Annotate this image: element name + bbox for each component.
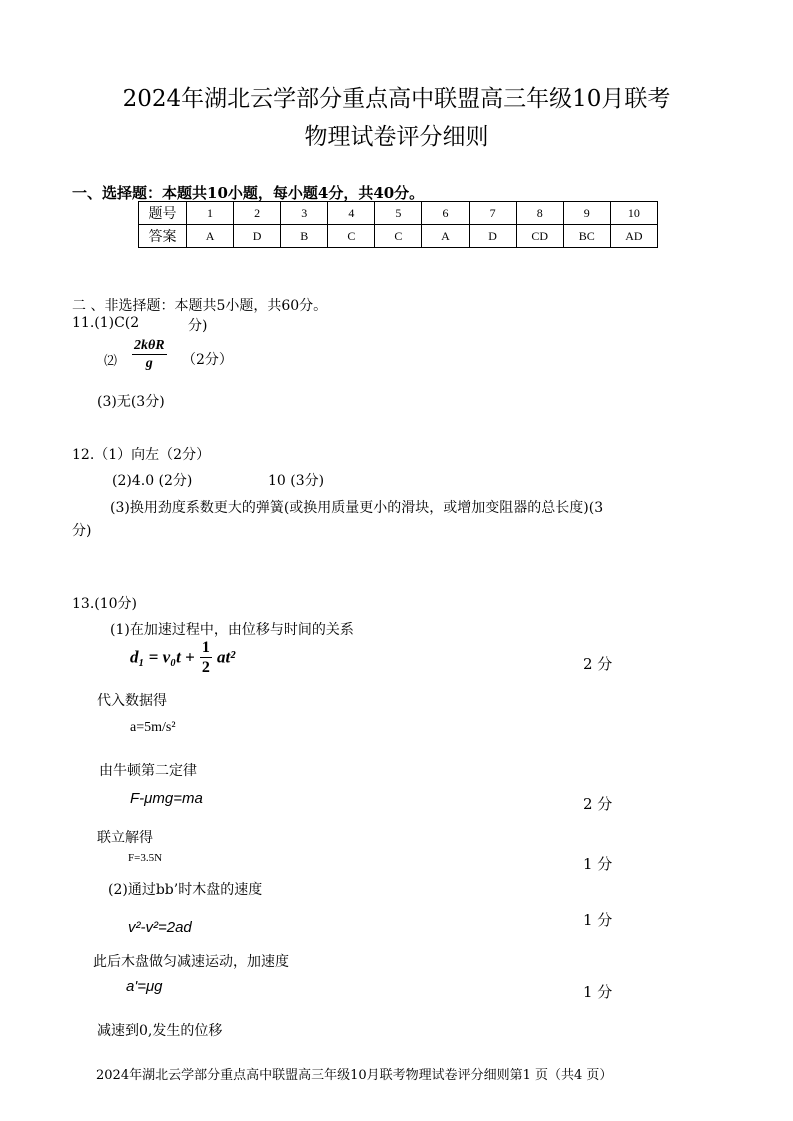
q13-score5: 1 分 [583,911,613,929]
answer-cell: C [328,225,375,248]
question-number: 5 [375,202,422,225]
q12-part1: 12.（1）向左（2分） [72,447,211,463]
answer-table [138,201,658,248]
equation1-rhs: at² [216,647,236,667]
q12-part2-a: (2)4.0 (2分) [112,473,193,489]
q12-part3-line2: 分) [72,523,92,539]
q11-part1-b: 分) [188,318,208,334]
q13-step1: (1)在加速过程中，由位移与时间的关系 [110,622,354,638]
answer-cell: B [281,225,328,248]
question-number: 6 [422,202,469,225]
question-number: 3 [281,202,328,225]
q13-equation6: a'=μg [126,978,163,995]
section2-heading: 二 、非选择题：本题共5小题，共60分。 [72,298,328,314]
answer-cell: AD [610,225,657,248]
section1-heading: 一、选择题：本题共10小题，每小题4分，共40分。 [72,184,425,202]
answer-table-number-row [139,202,658,225]
q13-step3: 由牛顿第二定律 [99,763,197,779]
answer-cell: C [375,225,422,248]
q11-part2-label: ⑵ [104,354,118,369]
q11-part3: (3)无(3分) [97,394,165,410]
q11-part1-a: 11.(1)C(2 [72,315,140,331]
q13-heading: 13.(10分) [72,596,138,612]
answer-cell: A [187,225,234,248]
fraction-denominator: g [145,356,153,371]
question-number: 8 [516,202,563,225]
row-label-numbers: 题号 [139,202,187,225]
answer-cell: D [469,225,516,248]
question-number: 1 [187,202,234,225]
question-number: 9 [563,202,610,225]
q13-step4: 联立解得 [97,830,153,846]
question-number: 10 [610,202,657,225]
q13-step7: 减速到0,发生的位移 [97,1023,223,1039]
question-number: 7 [469,202,516,225]
q13-step2: 代入数据得 [97,693,167,709]
q13-score3: 2 分 [583,795,613,813]
answer-cell: A [422,225,469,248]
answer-table-answer-row [139,225,658,248]
q13-step5: (2)通过bb’时木盘的速度 [108,882,263,898]
answer-cell: BC [563,225,610,248]
equation1-denominator: 2 [201,659,210,676]
q13-equation2: a=5m/s² [130,720,176,735]
q13-equation5: v²-v²=2ad [128,919,192,936]
page-title-line1: 2024年湖北云学部分重点高中联盟高三年级10月联考 [122,86,671,112]
q13-score4: 1 分 [583,855,613,873]
question-number: 2 [234,202,281,225]
page-title-line2: 物理试卷评分细则 [304,124,489,150]
q13-score1: 2 分 [583,655,613,673]
q12-part2-b: 10 (3分) [268,473,325,489]
q12-part3-line1: (3)换用劲度系数更大的弹簧(或换用质量更小的滑块，或增加变阻器的总长度)(3 [110,500,604,516]
q13-equation1 [130,640,235,676]
q13-score6: 1 分 [583,983,613,1001]
equation1-lhs: d₁ = v₀t + [130,647,195,667]
q13-step6: 此后木盘做匀减速运动，加速度 [93,954,289,970]
q13-equation4: F=3.5N [128,852,163,864]
q11-part2-fraction [132,339,167,371]
page-footer: 2024年湖北云学部分重点高中联盟高三年级10月联考物理试卷评分细则第1 页（共4 页） [96,1068,613,1083]
equation1-numerator: 1 [201,639,210,656]
row-label-answers: 答案 [139,225,187,248]
question-number: 4 [328,202,375,225]
answer-cell: D [234,225,281,248]
q13-equation3: F-μmg=ma [130,790,203,807]
fraction-numerator: 2kθR [134,338,165,353]
answer-cell: CD [516,225,563,248]
q11-part2-score: （2分） [182,352,233,368]
